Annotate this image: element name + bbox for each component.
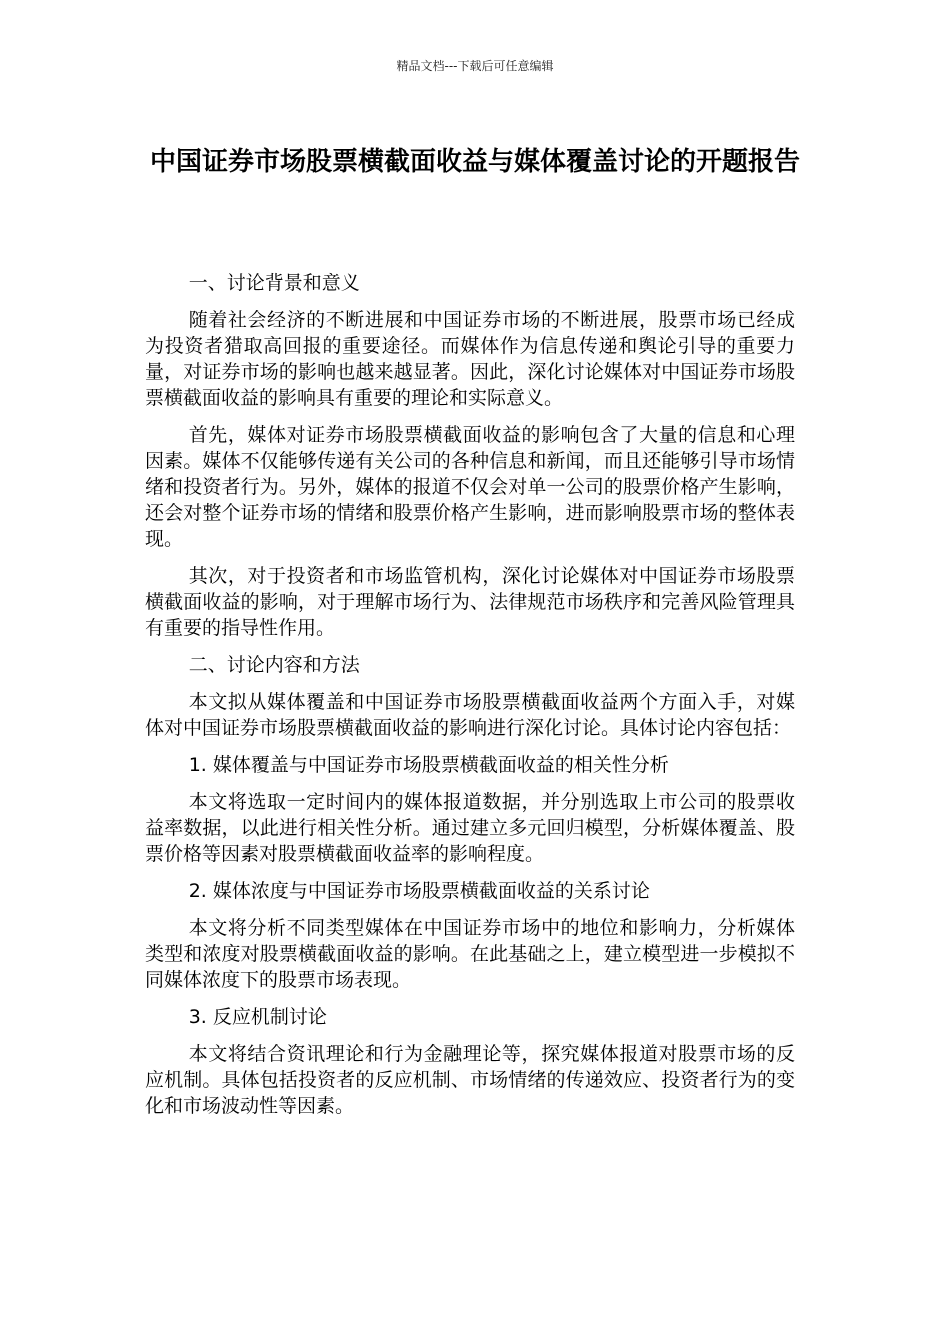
document-body — [145, 270, 795, 1130]
subheading-reaction: 3. 反应机制讨论 — [188, 1006, 327, 1028]
section-heading-content-method: 二、讨论内容和方法 — [188, 654, 360, 676]
document-title: 中国证券市场股票横截面收益与媒体覆盖讨论的开题报告 — [149, 147, 800, 177]
body-paragraph: 本文将选取一定时间内的媒体报道数据，并分别选取上市公司的股票收益率数据，以此进行相关性分析。通过建立多元回归模型，分析媒体覆盖、股票价格等因素对股票横截面收益率的影响程度。 — [145, 791, 795, 865]
subheading-correlation: 1. 媒体覆盖与中国证券市场股票横截面收益的相关性分析 — [188, 754, 669, 776]
body-paragraph: 本文将结合资讯理论和行为金融理论等，探究媒体报道对股票市场的反应机制。具体包括投资者的反应机制、市场情绪的传递效应、投资者行为的变化和市场波动性等因素。 — [145, 1043, 795, 1117]
body-paragraph: 随着社会经济的不断进展和中国证券市场的不断进展，股票市场已经成为投资者猎取高回报的重要途径。而媒体作为信息传递和舆论引导的重要力量，对证券市场的影响也越来越显著。因此，深化讨论媒体对中国证券市场股票横截面收益的影响具有重要的理论和实际意义。 — [145, 309, 795, 409]
subheading-concentration: 2. 媒体浓度与中国证券市场股票横截面收益的关系讨论 — [188, 880, 650, 902]
header-note: 精品文档---下载后可任意编辑 — [396, 59, 554, 73]
body-paragraph: 其次，对于投资者和市场监管机构，深化讨论媒体对中国证券市场股票横截面收益的影响，对于理解市场行为、法律规范市场秩序和完善风险管理具有重要的指导性作用。 — [145, 565, 795, 639]
body-paragraph: 本文将分析不同类型媒体在中国证券市场中的地位和影响力，分析媒体类型和浓度对股票横截面收益的影响。在此基础之上，建立模型进一步模拟不同媒体浓度下的股票市场表现。 — [145, 917, 795, 991]
body-paragraph: 本文拟从媒体覆盖和中国证券市场股票横截面收益两个方面入手，对媒体对中国证券市场股票横截面收益的影响进行深化讨论。具体讨论内容包括： — [145, 691, 795, 739]
body-paragraph: 首先，媒体对证券市场股票横截面收益的影响包含了大量的信息和心理因素。媒体不仅能够传递有关公司的各种信息和新闻，而且还能够引导市场情绪和投资者行为。另外，媒体的报道不仅会对单一公司的股票价格产生影响，还会对整个证券市场的情绪和股票价格产生影响，进而影响股票市场的整体表现。 — [145, 424, 795, 550]
section-heading-background: 一、讨论背景和意义 — [188, 272, 360, 294]
